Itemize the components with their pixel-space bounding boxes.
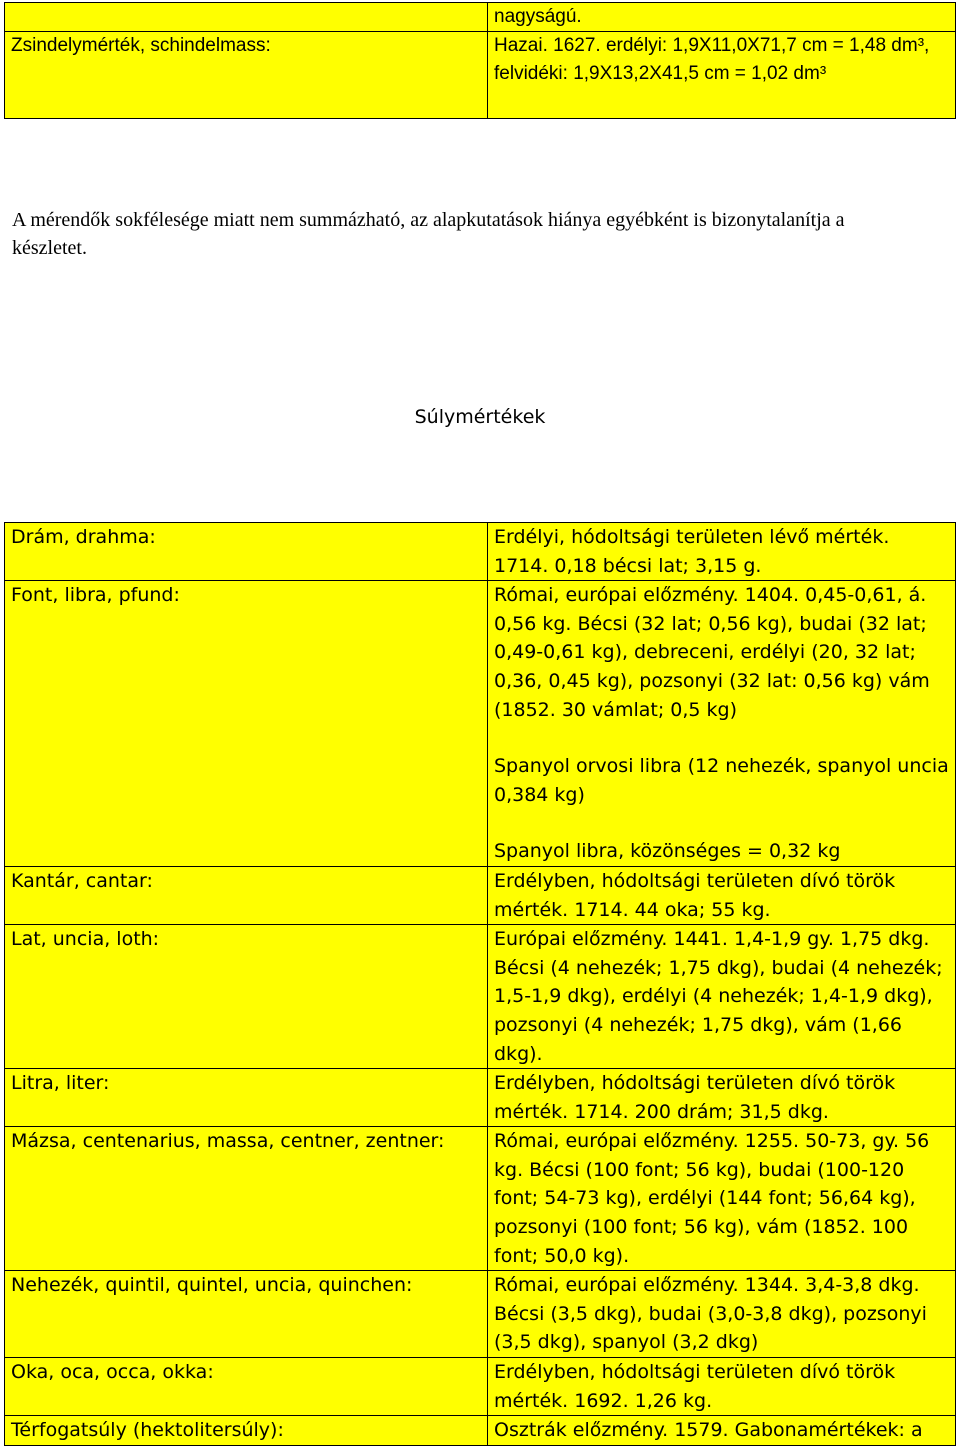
description-text: Spanyol orvosi libra (12 nehezék, spanyol uncia 0,384 kg) <box>494 755 949 806</box>
section-title: Súlymértékek <box>414 406 546 428</box>
term-cell: Lat, uncia, loth: <box>5 925 488 1069</box>
table-row <box>5 1271 956 1358</box>
description-text: Római, európai előzmény. 1344. 3,4-3,8 dkg. Bécsi (3,5 dkg), budai (3,0-3,8 dkg), pozsonyi (3,5 dkg), spanyol (3,2 dkg) <box>494 1274 927 1354</box>
term-cell: Nehezék, quintil, quintel, uncia, quinchen: <box>5 1271 488 1358</box>
term-cell <box>5 3 488 32</box>
description-cell <box>488 1127 956 1271</box>
term-cell: Térfogatsúly (hektolitersúly): <box>5 1416 488 1446</box>
weights-table <box>4 522 956 1446</box>
term-cell: Litra, liter: <box>5 1069 488 1127</box>
table-row <box>5 1416 956 1446</box>
measures-table-continued <box>4 2 956 119</box>
term-cell: Drám, drahma: <box>5 523 488 581</box>
table-row <box>5 1127 956 1271</box>
table-row <box>5 925 956 1069</box>
description-text: Erdélyi, hódoltsági területen lévő mérték. 1714. 0,18 bécsi lat; 3,15 g. <box>494 526 890 577</box>
description-text: Erdélyben, hódoltsági területen dívó török mérték. 1692. 1,26 kg. <box>494 1361 896 1412</box>
description-text: Római, európai előzmény. 1255. 50-73, gy. 56 kg. Bécsi (100 font; 56 kg), budai (100-120 font; 54-73 kg), erdélyi (144 font; 56,64 kg), pozsonyi (100 font; 56 kg), vám (1852. 100 font; 50,0 kg). <box>494 1130 930 1267</box>
description-cell <box>488 1271 956 1358</box>
table-row <box>5 523 956 581</box>
description-text: Európai előzmény. 1441. 1,4-1,9 gy. 1,75 dkg. Bécsi (4 nehezék; 1,75 dkg), budai (4 nehezék; 1,5-1,9 dkg), erdélyi (4 nehezék; 1,4-1,9 dkg), pozsonyi (4 nehezék; 1,75 dkg), vám (1,66 dkg). <box>494 928 943 1065</box>
description-cell: Hazai. 1627. erdélyi: 1,9X11,0X71,7 cm = 1,48 dm³, felvidéki: 1,9X13,2X41,5 cm = 1,02 dm³ <box>488 32 956 119</box>
term-cell: Mázsa, centenarius, massa, centner, zentner: <box>5 1127 488 1271</box>
description-text: Spanyol libra, közönséges = 0,32 kg <box>494 840 841 863</box>
description-text: Erdélyben, hódoltsági területen dívó török mérték. 1714. 44 oka; 55 kg. <box>494 869 896 921</box>
description-cell: nagyságú. <box>488 3 956 32</box>
description-cell <box>488 1069 956 1127</box>
table-row <box>5 581 956 867</box>
description-cell <box>488 581 956 867</box>
description-cell <box>488 523 956 581</box>
term-cell: Font, libra, pfund: <box>5 581 488 867</box>
description-text: Erdélyben, hódoltsági területen dívó török mérték. 1714. 200 drám; 31,5 dkg. <box>494 1072 896 1123</box>
description-cell <box>488 1358 956 1416</box>
term-cell: Kantár, cantar: <box>5 866 488 924</box>
table-row <box>5 3 956 32</box>
description-text: Római, európai előzmény. 1404. 0,45-0,61, á. 0,56 kg. Bécsi (32 lat; 0,56 kg), budai (32 lat; 0,49-0,61 kg), debreceni, erdélyi (20, 32 lat; 0,36, 0,45 kg), pozsonyi (32 lat: 0,56 kg) vám (1852. 30 vámlat; 0,5 kg) <box>494 584 930 721</box>
description-cell <box>488 866 956 924</box>
summary-note: A mérendők sokfélesége miatt nem summázható, az alapkutatások hiánya egyébként is bizonytalanítja a készletet. <box>12 209 845 259</box>
table-row <box>5 32 956 119</box>
description-cell <box>488 1416 956 1446</box>
term-cell: Zsindelymérték, schindelmass: <box>5 32 488 119</box>
table-row <box>5 866 956 924</box>
table-row <box>5 1069 956 1127</box>
description-text: Osztrák előzmény. 1579. Gabonamértékek: a <box>494 1419 923 1442</box>
term-cell: Oka, oca, occa, okka: <box>5 1358 488 1416</box>
description-cell <box>488 925 956 1069</box>
table-row <box>5 1358 956 1416</box>
